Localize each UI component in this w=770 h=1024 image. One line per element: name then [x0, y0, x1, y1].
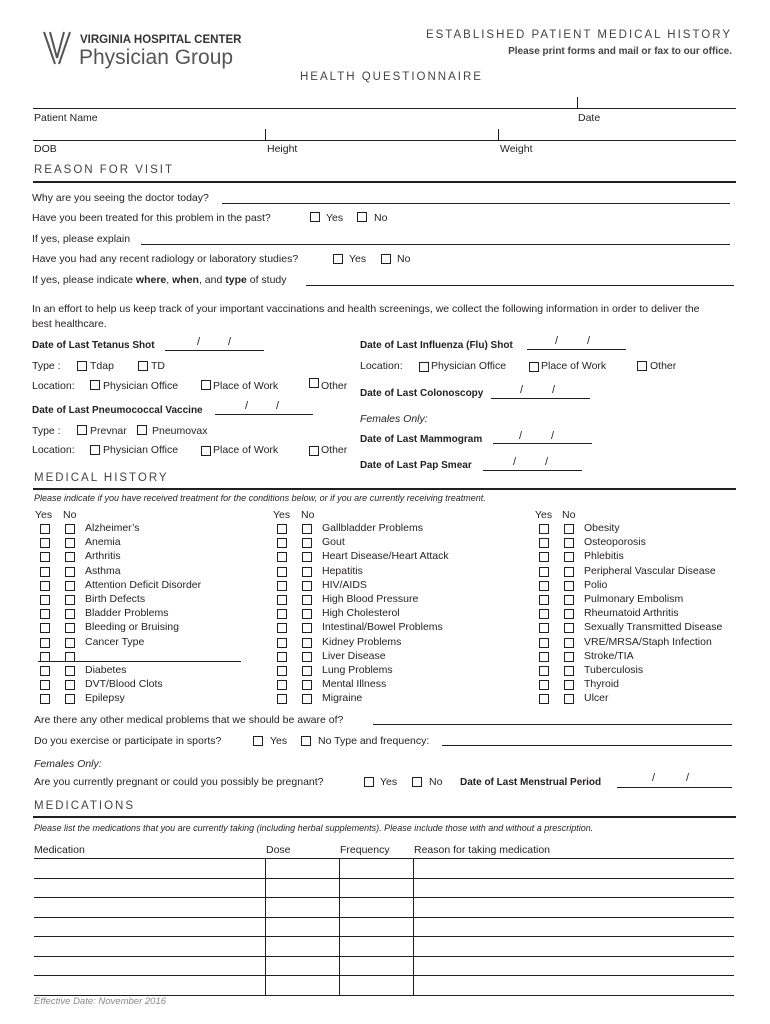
- col2-yes-header: Yes: [273, 509, 291, 521]
- study-comma1: ,: [166, 274, 173, 286]
- condition-label: Polio: [584, 578, 608, 591]
- pneumo-type-label: Type :: [32, 425, 61, 437]
- condition-label: Obesity: [584, 522, 620, 534]
- condition-no-checkbox[interactable]: [564, 524, 574, 534]
- date-label: Date: [578, 112, 601, 124]
- pneumovax-checkbox[interactable]: [137, 425, 147, 435]
- tetanus-label: Date of Last Tetanus Shot: [32, 340, 155, 351]
- condition-no-checkbox[interactable]: [302, 638, 312, 648]
- tetanus-physician-checkbox[interactable]: [90, 380, 100, 390]
- condition-yes-checkbox[interactable]: [539, 552, 549, 562]
- condition-no-checkbox[interactable]: [302, 581, 312, 591]
- tdap-label: Tdap: [90, 360, 114, 372]
- condition-no-checkbox[interactable]: [302, 609, 312, 619]
- q-exercise: Do you exercise or participate in sports?: [34, 735, 222, 747]
- condition-no-checkbox[interactable]: [302, 552, 312, 562]
- pap-slash1: /: [513, 456, 517, 468]
- menstrual-label: Date of Last Menstrual Period: [460, 777, 602, 788]
- pap-date-field[interactable]: [483, 470, 582, 471]
- condition-no-checkbox[interactable]: [302, 680, 312, 690]
- medications-title: MEDICATIONS: [34, 800, 136, 812]
- reason-rule: [33, 181, 736, 183]
- tetanus-other-checkbox[interactable]: [309, 378, 319, 388]
- condition-no-checkbox[interactable]: [564, 666, 574, 676]
- condition-label: Kidney Problems: [322, 635, 402, 648]
- radiology-yes-label: Yes: [349, 253, 367, 265]
- condition-no-checkbox[interactable]: [564, 694, 574, 704]
- condition-label: Sexually Transmitted Disease: [584, 621, 723, 634]
- medication-row-line[interactable]: [34, 917, 734, 918]
- q-pregnant: Are you currently pregnant or could you possibly be pregnant?: [34, 776, 324, 788]
- menstrual-slash1: /: [652, 772, 656, 784]
- condition-yes-checkbox[interactable]: [40, 581, 50, 591]
- condition-label: Peripheral Vascular Disease: [584, 564, 716, 577]
- condition-no-checkbox[interactable]: [65, 524, 75, 534]
- condition-yes-checkbox[interactable]: [277, 694, 287, 704]
- flu-physician-label: Physician Office: [431, 360, 507, 372]
- condition-label: DVT/Blood Clots: [85, 678, 163, 691]
- condition-yes-checkbox[interactable]: [277, 680, 287, 690]
- treated-no-label: No: [374, 212, 388, 224]
- flu-location-label: Location:: [360, 360, 403, 372]
- q-why-seeing: Why are you seeing the doctor today?: [32, 192, 209, 204]
- radiology-yes-checkbox[interactable]: [333, 254, 343, 264]
- study-when: when: [172, 274, 199, 286]
- condition-label: Tuberculosis: [584, 664, 644, 676]
- medical-history-title: MEDICAL HISTORY: [34, 472, 169, 484]
- condition-label: Gallbladder Problems: [322, 522, 423, 534]
- medication-row-line[interactable]: [34, 858, 734, 859]
- flu-date-field[interactable]: [527, 349, 626, 350]
- condition-yes-checkbox[interactable]: [277, 524, 287, 534]
- condition-label: Phlebitis: [584, 550, 624, 563]
- col2-no-header: No: [301, 509, 315, 521]
- pneumo-other-label: Other: [321, 444, 348, 456]
- condition-yes-checkbox[interactable]: [40, 694, 50, 704]
- q-explain: If yes, please explain: [32, 233, 131, 245]
- condition-label: Liver Disease: [322, 649, 386, 662]
- condition-no-checkbox[interactable]: [564, 652, 574, 662]
- condition-yes-checkbox[interactable]: [539, 666, 549, 676]
- condition-label: Gout: [322, 536, 345, 549]
- condition-yes-checkbox[interactable]: [40, 609, 50, 619]
- condition-yes-checkbox[interactable]: [539, 652, 549, 662]
- pap-slash2: /: [545, 456, 549, 468]
- q-other-problems: Are there any other medical problems that we should be aware of?: [34, 714, 344, 726]
- condition-label: Thyroid: [584, 678, 620, 691]
- condition-no-checkbox[interactable]: [564, 581, 574, 591]
- prevnar-label: Prevnar: [90, 425, 127, 437]
- condition-yes-checkbox[interactable]: [40, 623, 50, 633]
- col3-yes-header: Yes: [535, 509, 553, 521]
- study-field[interactable]: [306, 285, 734, 286]
- pneumovax-label: Pneumovax: [152, 425, 208, 437]
- tetanus-work-label: Place of Work: [213, 380, 279, 392]
- condition-label: Anemia: [85, 536, 121, 549]
- q-study-details: [32, 274, 287, 286]
- condition-label: Diabetes: [85, 664, 127, 676]
- pregnant-yes-checkbox[interactable]: [364, 777, 374, 787]
- medication-column-divider: [339, 858, 340, 995]
- form-subtitle: Please print forms and mail or fax to our office.: [508, 46, 732, 57]
- mammogram-slash2: /: [551, 430, 555, 442]
- study-where: where: [135, 274, 167, 286]
- condition-yes-checkbox[interactable]: [40, 680, 50, 690]
- condition-yes-checkbox[interactable]: [277, 623, 287, 633]
- condition-no-checkbox[interactable]: [564, 623, 574, 633]
- treated-yes-checkbox[interactable]: [310, 212, 320, 222]
- condition-yes-checkbox[interactable]: [539, 524, 549, 534]
- col1-yes-header: Yes: [35, 509, 53, 521]
- flu-other-checkbox[interactable]: [637, 361, 647, 371]
- condition-label: VRE/MRSA/Staph Infection: [584, 635, 712, 648]
- radiology-no-checkbox[interactable]: [381, 254, 391, 264]
- condition-label: Heart Disease/Heart Attack: [322, 550, 449, 563]
- condition-label: Ulcer: [584, 692, 609, 705]
- pregnant-no-checkbox[interactable]: [412, 777, 422, 787]
- medication-row-line[interactable]: [34, 878, 734, 879]
- condition-label: Mental Illness: [322, 678, 387, 691]
- pap-label: Date of Last Pap Smear: [360, 460, 472, 471]
- mammogram-label: Date of Last Mammogram: [360, 434, 483, 445]
- flu-slash2: /: [587, 335, 591, 347]
- condition-label: Stroke/TIA: [584, 649, 634, 662]
- q-radiology: Have you had any recent radiology or laboratory studies?: [32, 253, 299, 265]
- condition-label: Attention Deficit Disorder: [85, 578, 202, 591]
- condition-no-checkbox[interactable]: [564, 638, 574, 648]
- pneumo-work-checkbox[interactable]: [201, 446, 211, 456]
- condition-label: Arthritis: [85, 550, 121, 563]
- pneumo-other-checkbox[interactable]: [309, 446, 319, 456]
- logo-line2: Physician Group: [79, 46, 234, 69]
- condition-yes-checkbox[interactable]: [277, 567, 287, 577]
- medical-females-only: Females Only:: [34, 758, 102, 770]
- mammogram-date-field[interactable]: [493, 443, 592, 444]
- medication-row-line[interactable]: [34, 956, 734, 957]
- treated-yes-label: Yes: [326, 212, 344, 224]
- dob-label: DOB: [34, 143, 57, 155]
- pneumo-label: Date of Last Pneumococcal Vaccine: [32, 405, 203, 416]
- tetanus-other-label: Other: [321, 380, 348, 392]
- height-divider: [265, 129, 266, 140]
- condition-no-checkbox[interactable]: [564, 552, 574, 562]
- condition-no-checkbox[interactable]: [564, 538, 574, 548]
- col-reason-header: Reason for taking medication: [414, 844, 550, 856]
- condition-label: Migraine: [322, 692, 363, 705]
- condition-no-checkbox[interactable]: [564, 609, 574, 619]
- height-label: Height: [267, 143, 298, 155]
- condition-yes-checkbox[interactable]: [539, 595, 549, 605]
- condition-yes-checkbox[interactable]: [277, 581, 287, 591]
- flu-work-label: Place of Work: [541, 360, 607, 372]
- condition-yes-checkbox[interactable]: [40, 638, 50, 648]
- flu-physician-checkbox[interactable]: [419, 362, 429, 372]
- col3-no-header: No: [562, 509, 576, 521]
- condition-label: High Blood Pressure: [322, 593, 419, 605]
- tetanus-date-field[interactable]: [165, 350, 264, 351]
- explain-field[interactable]: [141, 244, 730, 245]
- condition-no-checkbox[interactable]: [564, 595, 574, 605]
- condition-yes-checkbox[interactable]: [539, 538, 549, 548]
- date-divider: [577, 97, 578, 108]
- tetanus-slash2: /: [228, 336, 232, 348]
- td-checkbox[interactable]: [138, 361, 148, 371]
- patient-name-label: Patient Name: [34, 112, 98, 124]
- condition-label: Bleeding or Bruising: [85, 621, 179, 634]
- medical-history-rule: [33, 488, 736, 490]
- condition-no-checkbox[interactable]: [302, 524, 312, 534]
- study-comma2: , and: [198, 274, 226, 286]
- study-suffix: of study: [246, 274, 287, 286]
- tdap-checkbox[interactable]: [77, 361, 87, 371]
- reason-section-title: REASON FOR VISIT: [34, 164, 174, 176]
- why-seeing-field[interactable]: [222, 203, 730, 204]
- condition-yes-checkbox[interactable]: [539, 609, 549, 619]
- tetanus-physician-label: Physician Office: [103, 380, 179, 392]
- condition-yes-checkbox[interactable]: [539, 680, 549, 690]
- medication-row-line[interactable]: [34, 936, 734, 937]
- col-frequency-header: Frequency: [340, 844, 390, 856]
- menstrual-slash2: /: [686, 772, 690, 784]
- medications-instruction: Please list the medications that you are currently taking (including herbal supplements). Please include those with and without a prescription.: [34, 823, 594, 833]
- tetanus-work-checkbox[interactable]: [201, 380, 211, 390]
- condition-yes-checkbox[interactable]: [277, 638, 287, 648]
- form-title: ESTABLISHED PATIENT MEDICAL HISTORY: [425, 29, 732, 41]
- condition-label: Epilepsy: [85, 692, 125, 705]
- flu-other-label: Other: [650, 360, 677, 372]
- condition-no-checkbox[interactable]: [65, 694, 75, 704]
- condition-yes-checkbox[interactable]: [277, 552, 287, 562]
- pneumo-physician-label: Physician Office: [103, 444, 179, 456]
- logo-mark-icon: [42, 30, 72, 68]
- col1-no-header: No: [63, 509, 77, 521]
- condition-no-checkbox[interactable]: [65, 623, 75, 633]
- medication-column-divider: [413, 858, 414, 995]
- condition-label: HIV/AIDS: [322, 578, 367, 591]
- cancer-type-line[interactable]: [38, 661, 241, 662]
- condition-label: Asthma: [85, 564, 121, 577]
- weight-label: Weight: [500, 143, 533, 155]
- condition-yes-checkbox[interactable]: [40, 538, 50, 548]
- menstrual-date-field[interactable]: [617, 787, 732, 788]
- condition-label: Hepatitis: [322, 564, 363, 577]
- colonoscopy-label: Date of Last Colonoscopy: [360, 388, 484, 399]
- condition-no-checkbox[interactable]: [302, 595, 312, 605]
- flu-work-checkbox[interactable]: [529, 362, 539, 372]
- logo-line1: VIRGINIA HOSPITAL CENTER: [80, 34, 242, 46]
- condition-no-checkbox[interactable]: [65, 609, 75, 619]
- condition-label: Intestinal/Bowel Problems: [322, 621, 443, 634]
- condition-label: Lung Problems: [322, 664, 393, 676]
- colonoscopy-slash2: /: [552, 384, 556, 396]
- condition-label: Alzheimer’s: [85, 522, 140, 534]
- td-label: TD: [151, 360, 165, 372]
- condition-no-checkbox[interactable]: [564, 680, 574, 690]
- weight-divider: [498, 129, 499, 140]
- patient-name-line: [33, 108, 736, 109]
- condition-no-checkbox[interactable]: [65, 581, 75, 591]
- exercise-type-field[interactable]: [442, 745, 732, 746]
- condition-label: High Cholesterol: [322, 607, 400, 620]
- condition-label: Cancer Type: [85, 635, 145, 648]
- questionnaire-title: HEALTH QUESTIONNAIRE: [300, 71, 483, 83]
- exercise-no-checkbox[interactable]: [301, 736, 311, 746]
- colonoscopy-date-field[interactable]: [491, 398, 590, 399]
- condition-yes-checkbox[interactable]: [277, 609, 287, 619]
- condition-yes-checkbox[interactable]: [40, 567, 50, 577]
- condition-yes-checkbox[interactable]: [277, 595, 287, 605]
- condition-label: Bladder Problems: [85, 607, 169, 620]
- condition-no-checkbox[interactable]: [65, 595, 75, 605]
- condition-label: Pulmonary Embolism: [584, 593, 684, 605]
- study-prefix: If yes, please indicate: [32, 274, 136, 286]
- condition-no-checkbox[interactable]: [65, 567, 75, 577]
- condition-label: Osteoporosis: [584, 536, 646, 549]
- condition-yes-checkbox[interactable]: [40, 666, 50, 676]
- radiology-no-label: No: [397, 253, 411, 265]
- pneumo-date-field[interactable]: [215, 414, 313, 415]
- condition-yes-checkbox[interactable]: [539, 581, 549, 591]
- medication-column-divider: [265, 858, 266, 995]
- condition-yes-checkbox[interactable]: [277, 652, 287, 662]
- exercise-yes-checkbox[interactable]: [253, 736, 263, 746]
- condition-yes-checkbox[interactable]: [277, 538, 287, 548]
- exercise-yes-label: Yes: [270, 735, 288, 747]
- condition-yes-checkbox[interactable]: [539, 638, 549, 648]
- prevnar-checkbox[interactable]: [77, 425, 87, 435]
- pneumo-slash2: /: [276, 400, 280, 412]
- condition-no-checkbox[interactable]: [65, 638, 75, 648]
- medication-row-line[interactable]: [34, 897, 734, 898]
- pneumo-work-label: Place of Work: [213, 444, 279, 456]
- vaccine-intro: In an effort to help us keep track of your important vaccinations and health screenings, we collect the following information in order to deliver the best healthcare.: [32, 303, 700, 330]
- tetanus-type-label: Type :: [32, 360, 61, 372]
- study-type: type: [225, 274, 247, 286]
- col-dose-header: Dose: [266, 844, 291, 856]
- condition-yes-checkbox[interactable]: [40, 595, 50, 605]
- condition-no-checkbox[interactable]: [302, 652, 312, 662]
- condition-yes-checkbox[interactable]: [539, 567, 549, 577]
- condition-no-checkbox[interactable]: [302, 666, 312, 676]
- condition-yes-checkbox[interactable]: [277, 666, 287, 676]
- condition-no-checkbox[interactable]: [65, 538, 75, 548]
- condition-yes-checkbox[interactable]: [40, 552, 50, 562]
- condition-no-checkbox[interactable]: [65, 552, 75, 562]
- vaccine-females-only: Females Only:: [360, 413, 428, 425]
- medication-row-line[interactable]: [34, 975, 734, 976]
- tetanus-location-label: Location:: [32, 380, 75, 392]
- pneumo-location-label: Location:: [32, 444, 75, 456]
- condition-yes-checkbox[interactable]: [40, 524, 50, 534]
- treated-no-checkbox[interactable]: [357, 212, 367, 222]
- condition-no-checkbox[interactable]: [65, 680, 75, 690]
- pneumo-physician-checkbox[interactable]: [90, 445, 100, 455]
- col-medication-header: Medication: [34, 844, 85, 856]
- condition-no-checkbox[interactable]: [302, 623, 312, 633]
- flu-slash1: /: [555, 335, 559, 347]
- condition-label: Birth Defects: [85, 593, 146, 605]
- effective-date: Effective Date: November 2016: [34, 996, 167, 1007]
- condition-no-checkbox[interactable]: [65, 666, 75, 676]
- medical-history-instruction: Please indicate if you have received treatment for the conditions below, or if you are currently receiving treatment.: [34, 493, 486, 503]
- pregnant-no-label: No: [429, 776, 443, 788]
- condition-yes-checkbox[interactable]: [539, 623, 549, 633]
- flu-label: Date of Last Influenza (Flu) Shot: [360, 340, 513, 351]
- colonoscopy-slash1: /: [520, 384, 524, 396]
- condition-no-checkbox[interactable]: [302, 567, 312, 577]
- pneumo-slash1: /: [245, 400, 249, 412]
- tetanus-slash1: /: [197, 336, 201, 348]
- condition-yes-checkbox[interactable]: [539, 694, 549, 704]
- q-treated-past: Have you been treated for this problem in the past?: [32, 212, 271, 224]
- mammogram-slash1: /: [519, 430, 523, 442]
- dob-line: [33, 140, 736, 141]
- pregnant-yes-label: Yes: [380, 776, 398, 788]
- condition-label: Rheumatoid Arthritis: [584, 607, 679, 620]
- medications-rule: [33, 816, 736, 818]
- other-problems-field[interactable]: [373, 724, 732, 725]
- exercise-no-label: No Type and frequency:: [318, 735, 430, 747]
- condition-no-checkbox[interactable]: [302, 538, 312, 548]
- condition-no-checkbox[interactable]: [564, 567, 574, 577]
- condition-no-checkbox[interactable]: [302, 694, 312, 704]
